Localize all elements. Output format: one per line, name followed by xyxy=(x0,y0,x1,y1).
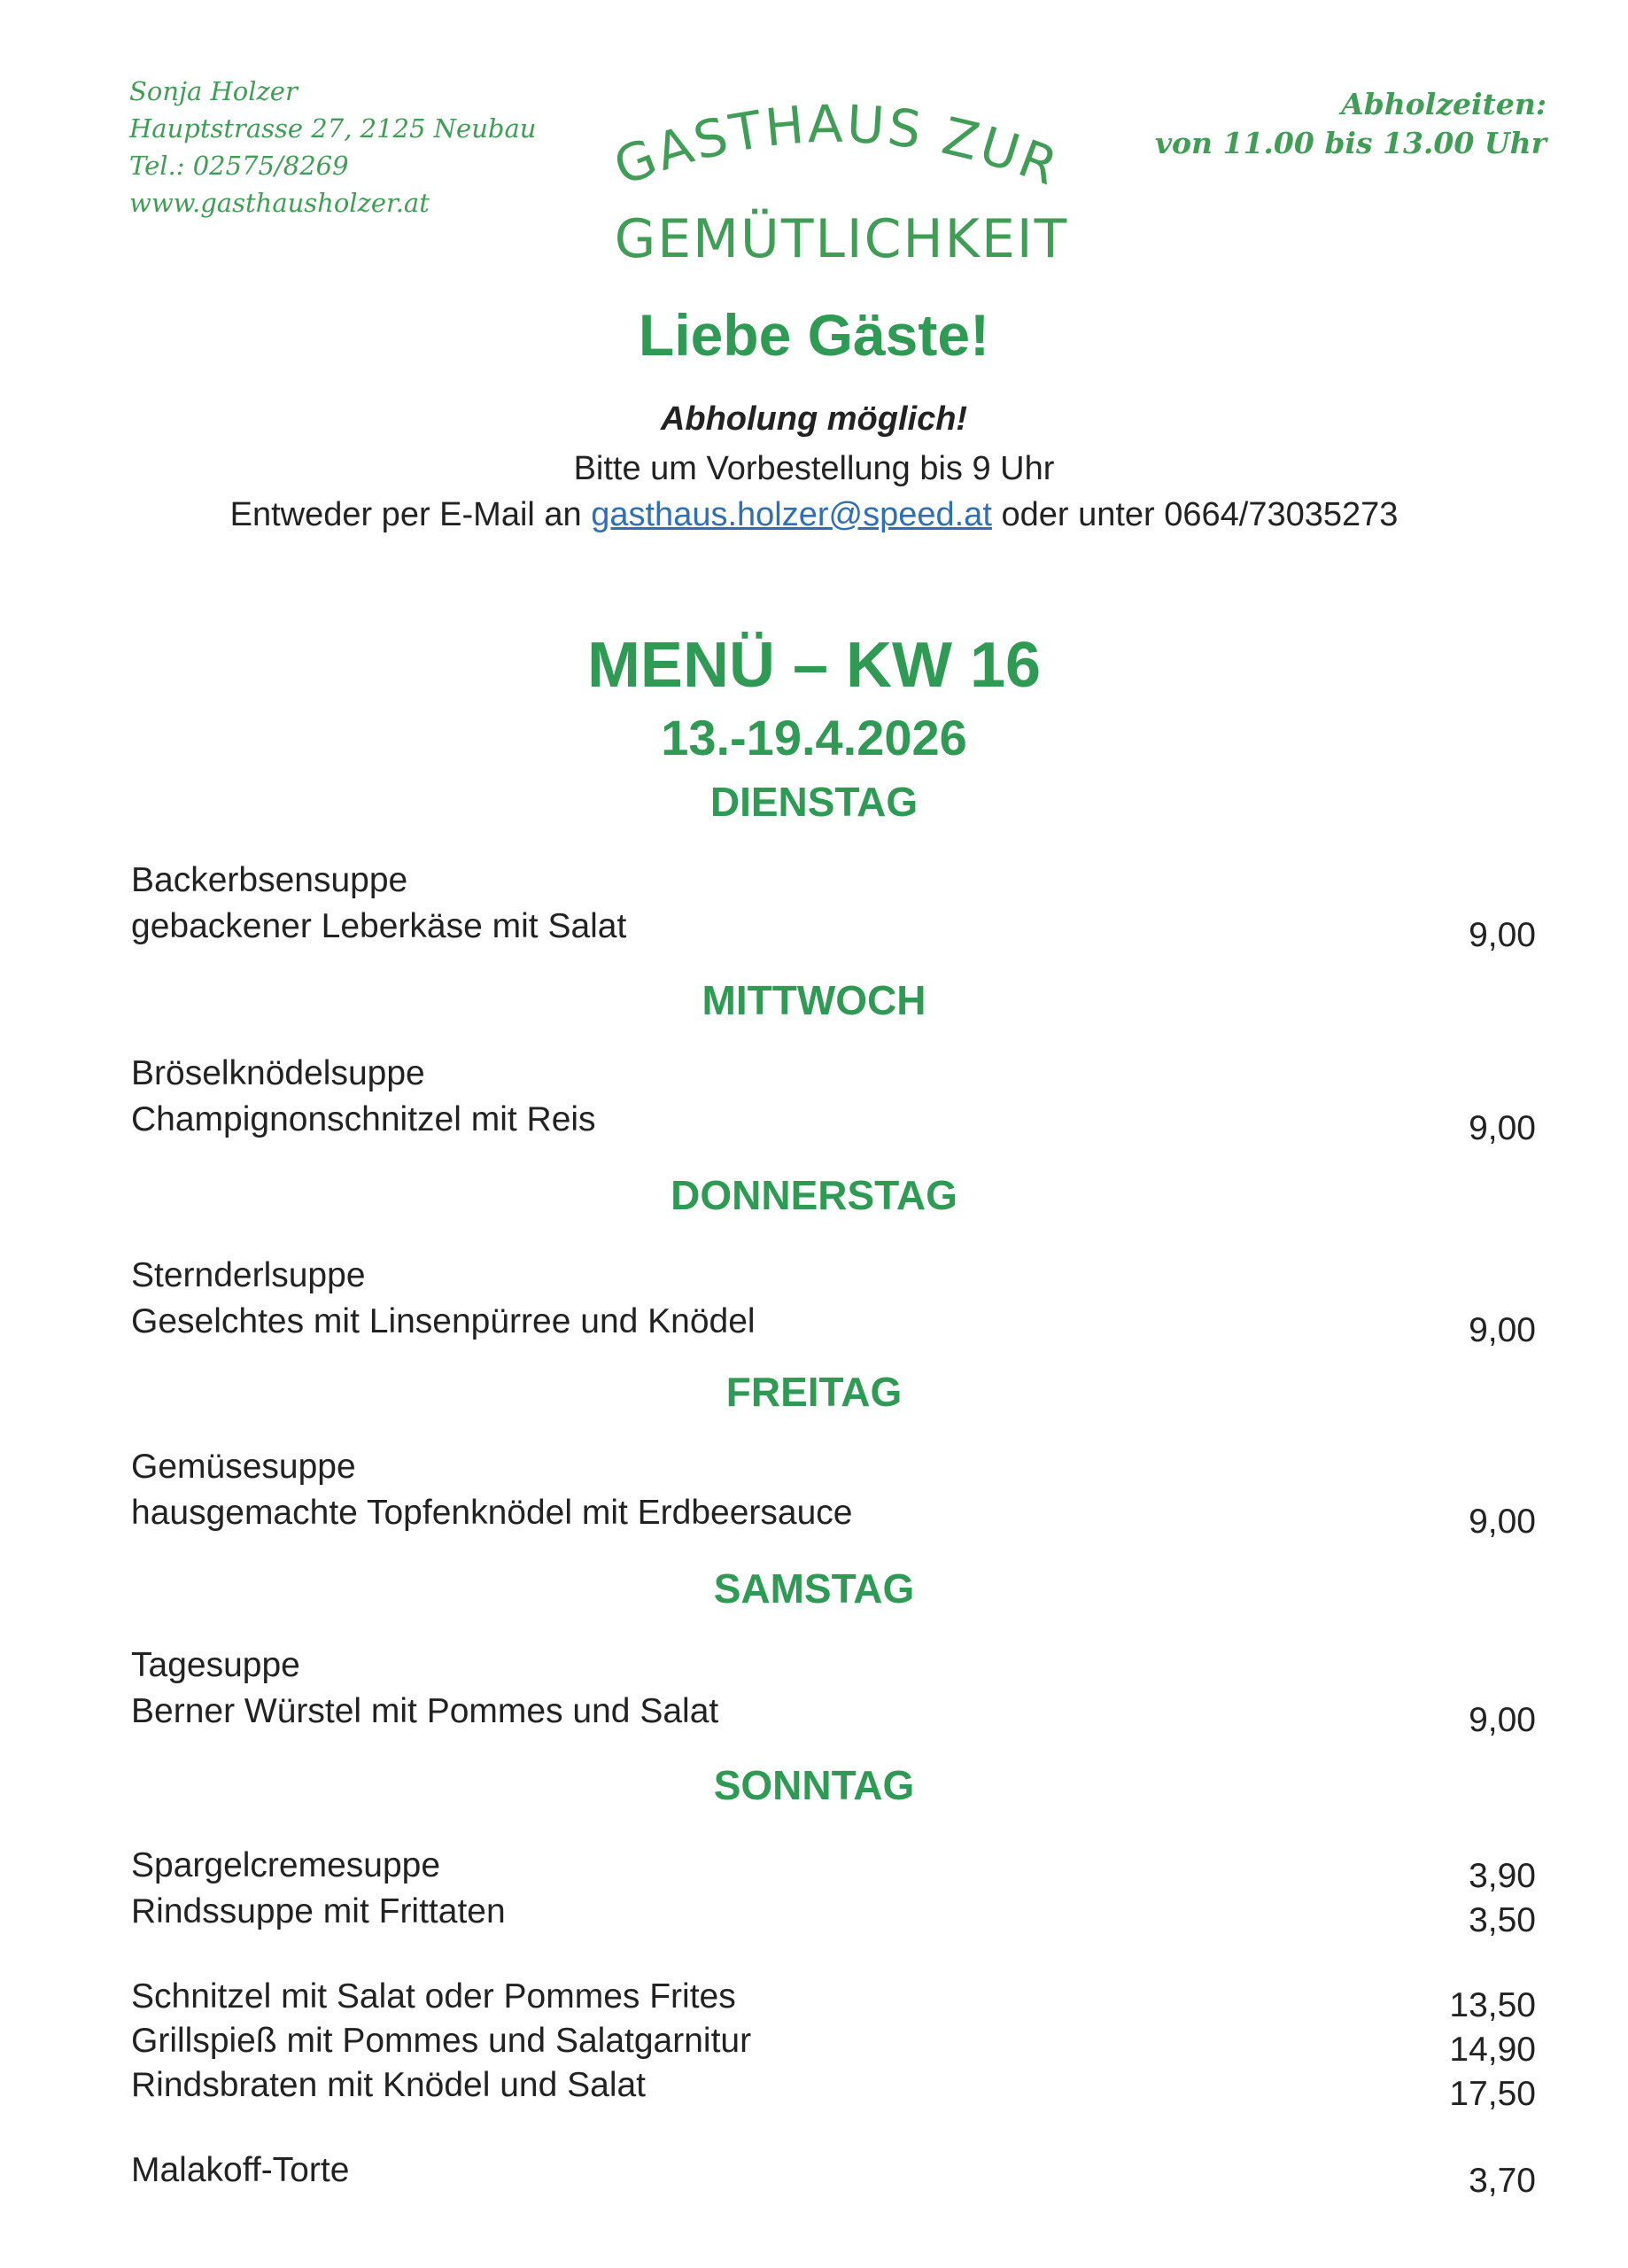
svg-text:GASTHAUS ZUR xyxy=(606,94,1067,198)
day-heading-samstag: SAMSTAG xyxy=(713,1565,915,1612)
address: Hauptstrasse 27, 2125 Neubau xyxy=(129,113,537,144)
logo-line-1: GASTHAUS ZUR xyxy=(606,93,1068,198)
soup-samstag: Tagesuppe xyxy=(131,1646,300,1684)
sunday-price-5: 17,50 xyxy=(1449,2075,1536,2113)
contact-block xyxy=(129,73,590,221)
day-heading-donnerstag: DONNERSTAG xyxy=(671,1172,957,1218)
logo-line-2: GEMÜTLICHKEIT xyxy=(614,208,1069,270)
price-dienstag: 9,00 xyxy=(1469,916,1536,954)
sunday-dish-5: Rindsbraten mit Knödel und Salat xyxy=(131,2066,647,2104)
day-heading-mittwoch: MITTWOCH xyxy=(702,977,926,1023)
price-mittwoch: 9,00 xyxy=(1469,1109,1536,1147)
main-mittwoch: Champignonschnitzel mit Reis xyxy=(131,1100,596,1138)
owner-name: Sonja Holzer xyxy=(129,76,298,106)
menu-dates: 13.-19.4.2026 xyxy=(661,710,967,765)
soup-dienstag: Backerbsensuppe xyxy=(131,861,408,899)
restaurant-logo xyxy=(567,89,1116,275)
day-heading-freitag: FREITAG xyxy=(725,1369,903,1415)
soup-donnerstag: Sternderlsuppe xyxy=(131,1256,366,1294)
sunday-price-3: 13,50 xyxy=(1449,1986,1536,2024)
day-heading-sonntag: SONNTAG xyxy=(713,1762,915,1808)
soup-freitag: Gemüsesuppe xyxy=(131,1448,356,1486)
menu-title: MENÜ – KW 16 xyxy=(586,630,1042,701)
contact-suffix: oder unter 0664/73035273 xyxy=(1001,496,1399,533)
sunday-price-2: 3,50 xyxy=(1469,1901,1536,1939)
pickup-label: Abholzeiten: xyxy=(1341,87,1547,121)
phone: Tel.: 02575/8269 xyxy=(129,151,349,181)
sunday-dish-4: Grillspieß mit Pommes und Salatgarnitur xyxy=(131,2022,752,2060)
main-donnerstag: Geselchtes mit Linsenpürree und Knödel xyxy=(131,1302,756,1340)
preorder-note: Bitte um Vorbestellung bis 9 Uhr xyxy=(573,450,1055,487)
sunday-price-4: 14,90 xyxy=(1449,2031,1536,2069)
pickup-hours: von 11.00 bis 13.00 Uhr xyxy=(1154,126,1547,160)
email-link[interactable]: gasthaus.holzer@speed.at xyxy=(591,496,992,533)
price-samstag: 9,00 xyxy=(1469,1701,1536,1739)
sunday-dish-2: Rindssuppe mit Frittaten xyxy=(131,1892,506,1930)
pickup-possible: Abholung möglich! xyxy=(660,400,968,438)
contact-prefix: Entweder per E-Mail an xyxy=(229,496,582,533)
website-link[interactable]: www.gasthausholzer.at xyxy=(129,188,430,218)
sunday-dish-1: Spargelcremesuppe xyxy=(131,1846,441,1884)
greeting: Liebe Gäste! xyxy=(638,302,990,368)
soup-mittwoch: Bröselknödelsuppe xyxy=(131,1054,425,1092)
sunday-price-1: 3,90 xyxy=(1469,1857,1536,1895)
main-samstag: Berner Würstel mit Pommes und Salat xyxy=(131,1692,719,1730)
price-freitag: 9,00 xyxy=(1469,1503,1536,1541)
price-donnerstag: 9,00 xyxy=(1469,1311,1536,1349)
pickup-times xyxy=(1050,85,1547,163)
main-freitag: hausgemachte Topfenknödel mit Erdbeersauce xyxy=(131,1494,853,1532)
sunday-price-6: 3,70 xyxy=(1469,2162,1536,2200)
sunday-dish-3: Schnitzel mit Salat oder Pommes Frites xyxy=(131,1977,736,2016)
order-contact-line xyxy=(0,496,1628,534)
day-heading-dienstag: DIENSTAG xyxy=(709,779,919,825)
sunday-dish-6: Malakoff-Torte xyxy=(131,2151,350,2189)
main-dienstag: gebackener Leberkäse mit Salat xyxy=(131,907,627,945)
